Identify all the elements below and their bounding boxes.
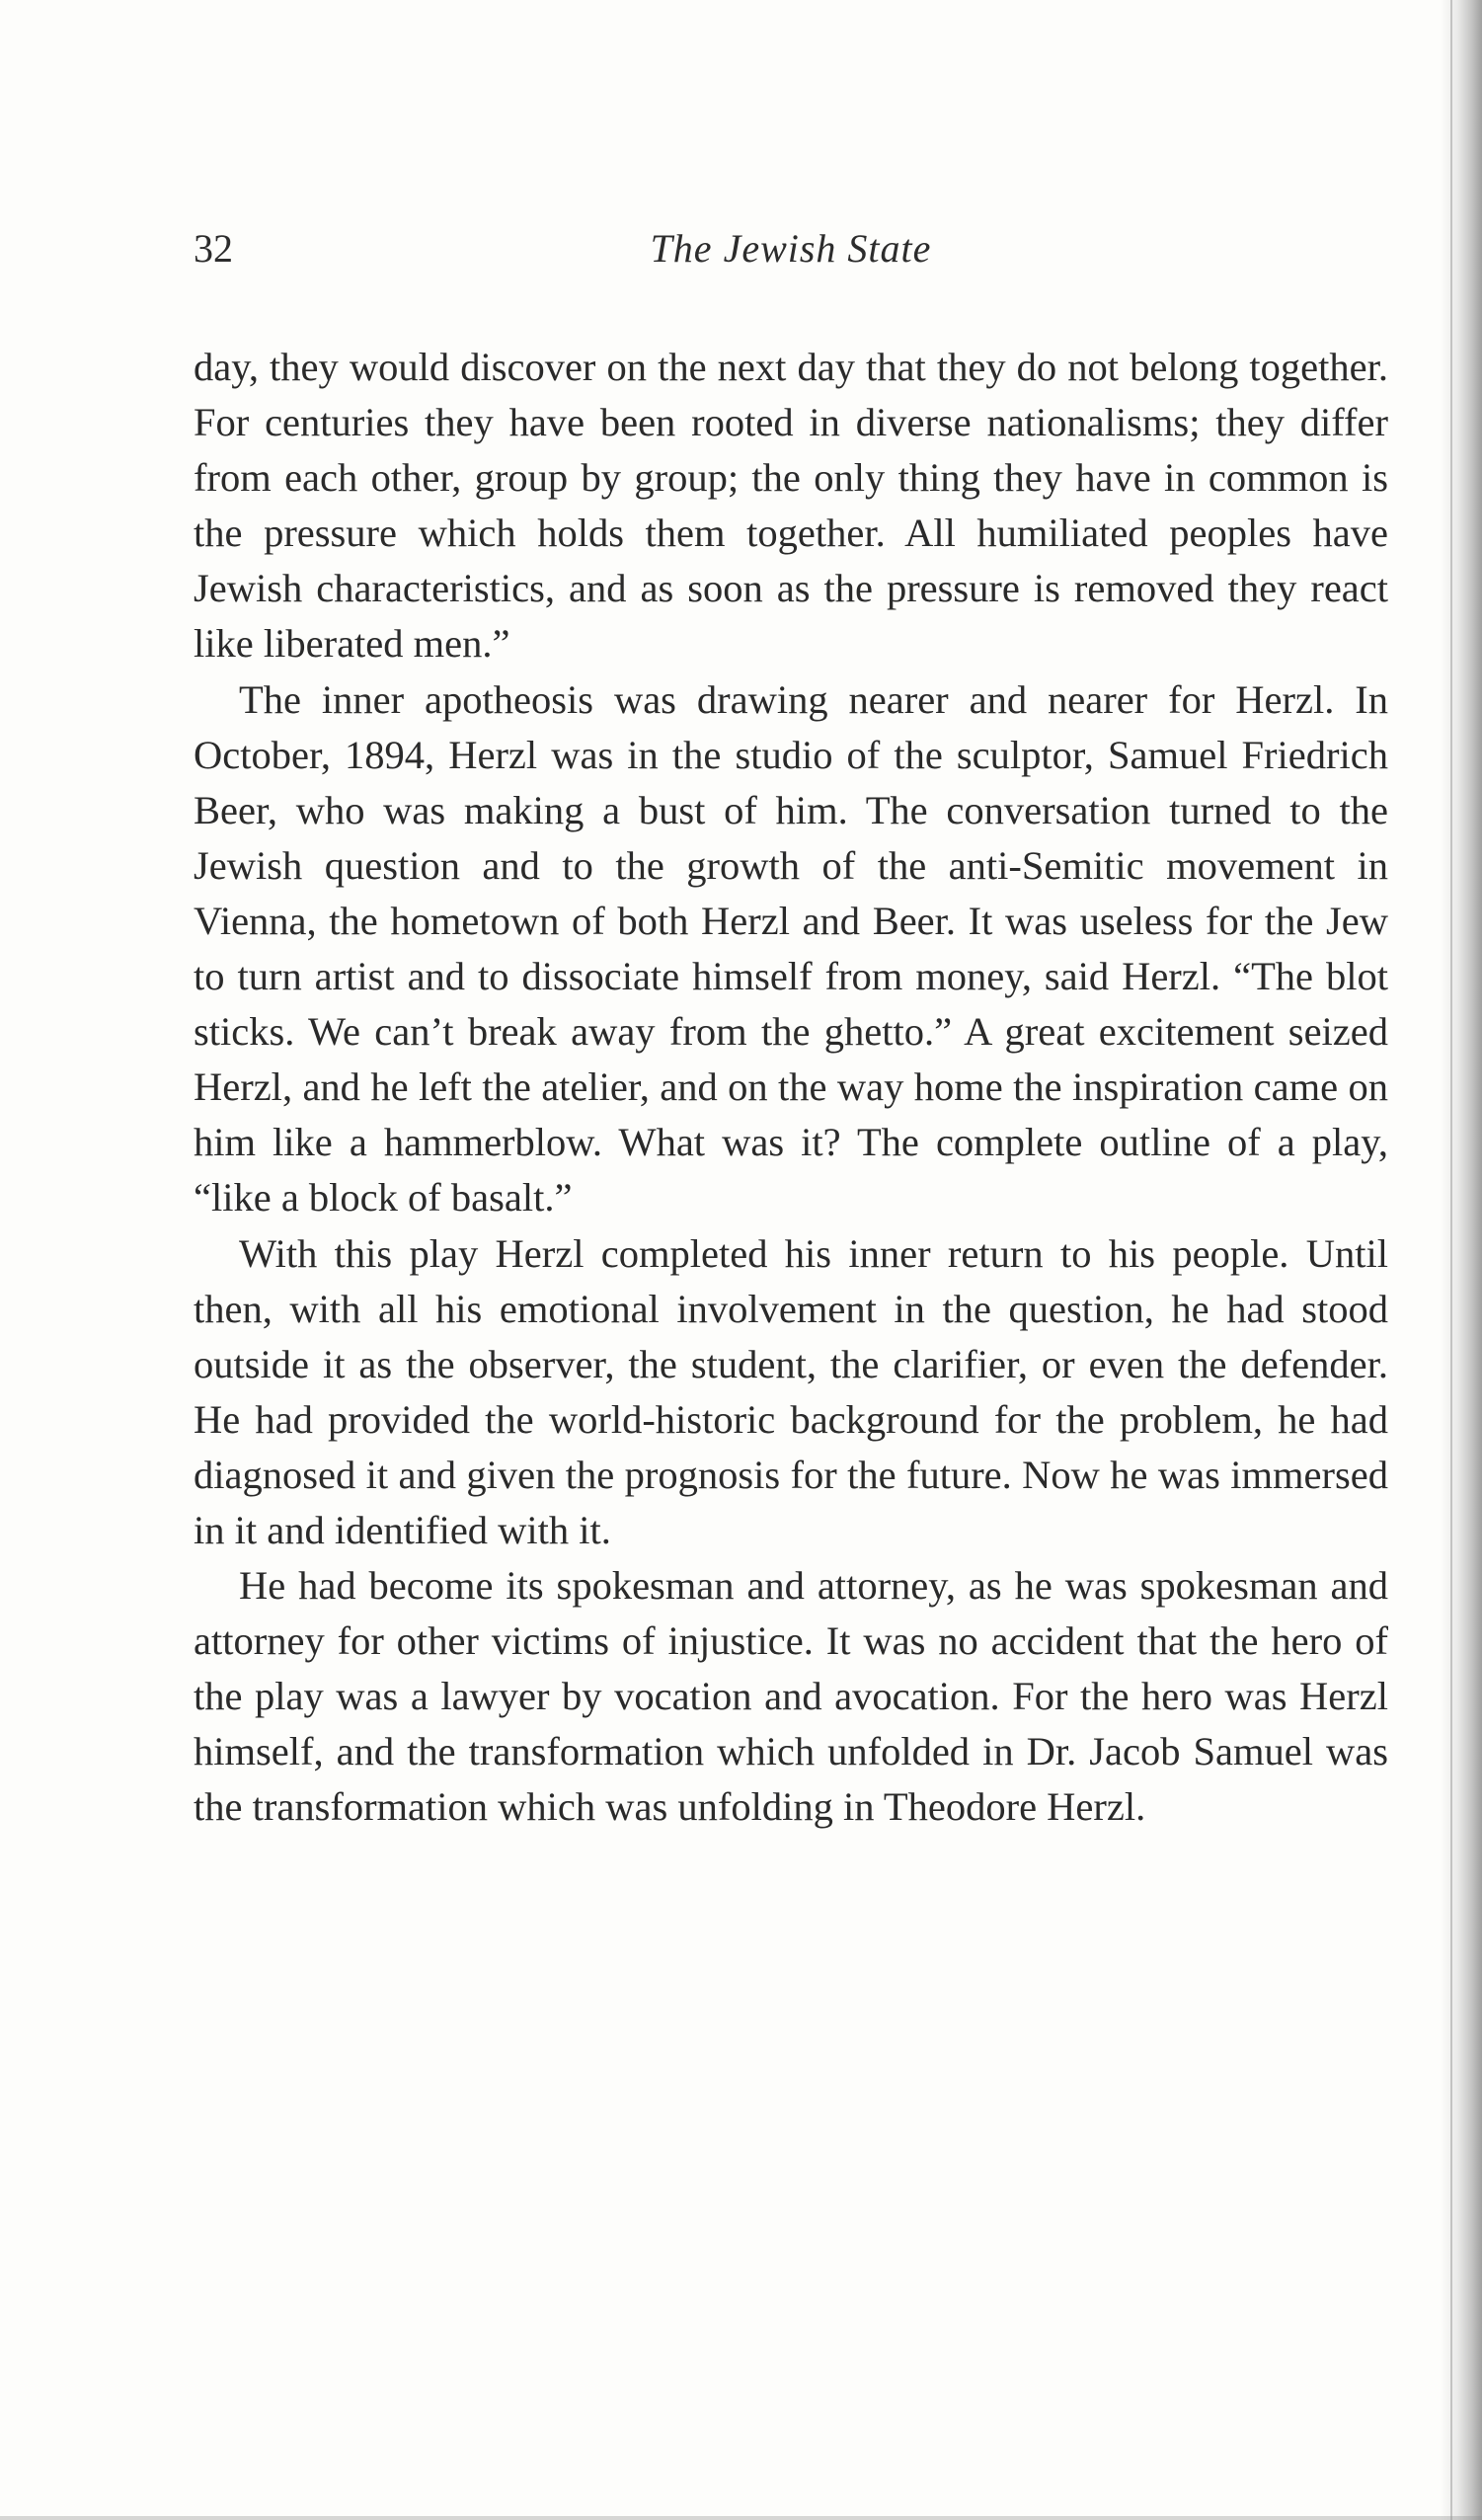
paragraph-3: With this play Herzl completed his inner return to his people. Until then, with all his emotional involvement in the question, he had stood outside it as the observer, the student, the clarifier, or even the defender. He had provided the world-historic background for the problem, he had diagnosed it and given the prognosis for the future. Now he was immersed in it and identified with it. — [194, 1230, 1388, 1552]
paragraph-2: The inner apotheosis was drawing nearer and nearer for Herzl. In October, 1894, Herzl was in the studio of the sculptor, Samuel Friedrich Beer, who was making a bust of him. The conversation turned to the Jewish question and to the growth of the anti-Semitic movement in Vienna, the hometown of both Herzl and Beer. It was useless for the Jew to turn artist and to dissociate himself from money, said Herzl. “The blot sticks. We can’t break away from the ghetto.” A great excitement seized Herzl, and he left the atelier, and on the way home the inspiration came on him like a hammerblow. What was it? The complete outline of a play, “like a block of basalt.” — [194, 676, 1388, 1221]
paragraph-4: He had become its spokesman and attorney, as he was spokesman and attorney for other victims of injustice. It was no accident that the hero of the play was a lawyer by vocation and avocation. For the hero was Herzl himself, and the transformation which unfolded in Dr. Jacob Samuel was the transformation which was unfolding in Theodore Herzl. — [194, 1563, 1388, 1830]
page-number: 32 — [194, 226, 233, 271]
paragraph-1: day, they would discover on the next day that they do not belong together. For centuries they have been rooted in diverse nationalisms; they differ from each other, group by group; the only thing they have in common is the pressure which holds them together. All humiliated peoples have Jewish characteristics, and as soon as the pressure is removed they react like liberated men.” — [194, 345, 1388, 667]
page-gutter-shadow — [1441, 0, 1482, 2520]
book-title: The Jewish State — [650, 226, 932, 271]
running-head — [194, 225, 1388, 284]
body-text — [194, 340, 1388, 1836]
page-gutter-edge — [1450, 0, 1452, 2520]
page-bottom-edge — [0, 2516, 1482, 2520]
